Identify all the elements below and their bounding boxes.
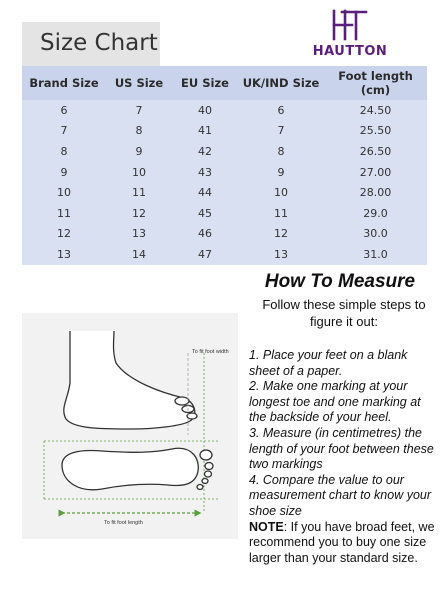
table-cell: 28.00 xyxy=(359,186,392,200)
column-header: US Size xyxy=(114,76,164,90)
table-row xyxy=(22,162,427,183)
step-3: 3. Measure (in centimetres) the length of your foot between these two markings xyxy=(249,425,434,472)
table-cell: 11 xyxy=(57,206,71,220)
measure-steps xyxy=(249,348,441,566)
table-cell: 6 xyxy=(60,103,68,117)
foot-width-label: To fit foot width xyxy=(192,349,229,355)
how-to-measure-title: How To Measure xyxy=(264,271,416,292)
table-cell: 7 xyxy=(60,124,68,138)
table-row xyxy=(22,224,427,245)
table-cell: 45 xyxy=(198,206,212,220)
table-row xyxy=(22,121,427,142)
table-cell: 13 xyxy=(132,227,146,241)
table-cell: 30.0 xyxy=(363,227,388,241)
page-title: Size Chart xyxy=(40,30,158,56)
table-cell: 9 xyxy=(60,165,68,179)
table-cell: 44 xyxy=(198,186,212,200)
table-cell: 11 xyxy=(274,206,288,220)
size-table xyxy=(22,66,427,265)
table-cell: 26.50 xyxy=(359,144,392,158)
table-cell: 14 xyxy=(132,247,146,261)
table-cell: 12 xyxy=(132,206,146,220)
table-cell: 27.00 xyxy=(359,165,392,179)
table-cell: 8 xyxy=(135,124,143,138)
table-cell: 9 xyxy=(135,144,143,158)
table-cell: 41 xyxy=(198,124,212,138)
table-row xyxy=(22,141,427,162)
step-2: 2. Make one marking at your longest toe and one marking at the backside of your heel. xyxy=(249,379,421,425)
how-to-measure-subtitle: Follow these simple steps to figure it out: xyxy=(262,297,426,329)
column-header: Brand Size xyxy=(29,76,99,90)
table-row xyxy=(22,244,427,265)
brand-name: HAUTTON xyxy=(312,44,388,59)
table-cell: 46 xyxy=(198,227,212,241)
table-cell: 8 xyxy=(60,144,68,158)
table-header-row xyxy=(22,66,427,100)
table-cell: 43 xyxy=(198,165,212,179)
table-cell: 12 xyxy=(57,227,71,241)
table-cell: 8 xyxy=(277,144,285,158)
table-row xyxy=(22,100,427,121)
step-1: 1. Place your feet on a blank sheet of a paper. xyxy=(249,348,408,378)
table-cell: 7 xyxy=(135,103,143,117)
table-cell: 11 xyxy=(132,186,146,200)
table-cell: 13 xyxy=(274,247,288,261)
note-label: NOTE xyxy=(249,519,284,534)
table-cell: 7 xyxy=(277,124,285,138)
table-cell: 25.50 xyxy=(359,124,392,138)
table-cell: 31.0 xyxy=(363,247,388,261)
note xyxy=(249,520,441,567)
table-cell: 42 xyxy=(198,144,212,158)
foot-length-label: To fit foot length xyxy=(104,520,143,526)
foot-illustration-icon xyxy=(22,313,238,539)
table-row xyxy=(22,203,427,224)
table-cell: 10 xyxy=(57,186,71,200)
table-cell: 6 xyxy=(277,103,285,117)
table-cell: 24.50 xyxy=(359,103,392,117)
column-header: UK/IND Size xyxy=(242,76,320,90)
note-text: : If you have broad feet, we recommend you to buy one size larger than your standard size. xyxy=(249,519,435,565)
table-cell: 29.0 xyxy=(363,206,388,220)
column-header: EU Size xyxy=(181,76,229,90)
table-cell: 9 xyxy=(277,165,285,179)
table-cell: 12 xyxy=(274,227,288,241)
step-4: 4. Compare the value to our measurement chart to know your shoe size xyxy=(249,472,432,518)
table-cell: 47 xyxy=(198,247,212,261)
foot-measure-diagram xyxy=(22,313,238,539)
table-cell: 10 xyxy=(274,186,288,200)
table-cell: 10 xyxy=(132,165,146,179)
column-header: Foot length (cm) xyxy=(338,69,413,97)
table-cell: 40 xyxy=(198,103,212,117)
table-row xyxy=(22,182,427,203)
table-cell: 13 xyxy=(57,247,71,261)
